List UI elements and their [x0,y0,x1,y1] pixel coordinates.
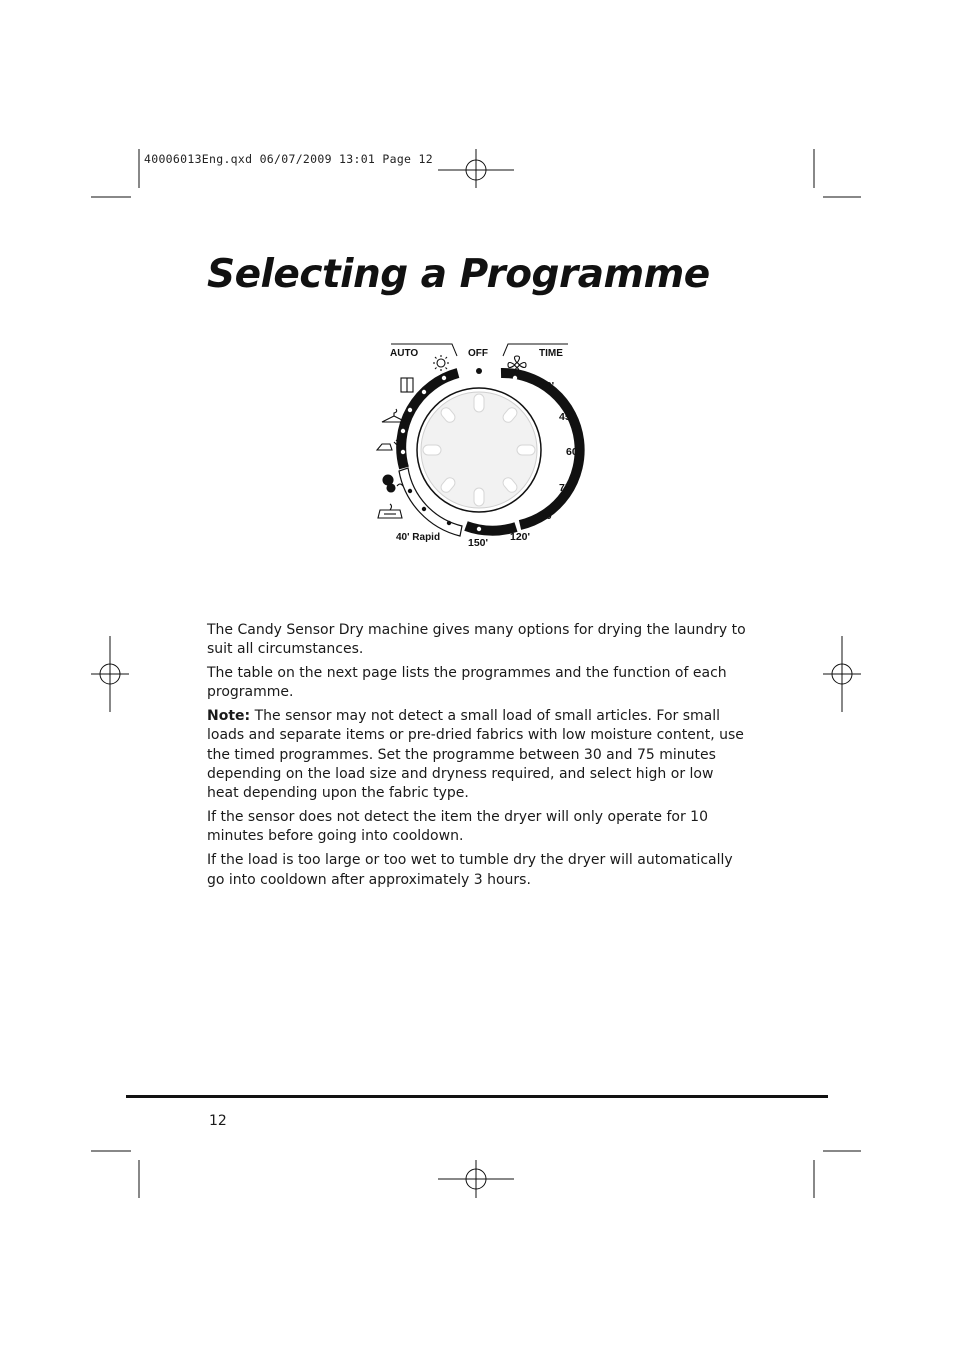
time-label: TIME [539,348,563,359]
refresh-icon [378,504,402,518]
note-text: The sensor may not detect a small load of small articles. For small loads and separate items or pre-dried fabrics with low moisture content, use the timed programmes. Set the programme between 30 and 75 minutes depending on the load size and dryness required, and select high or low heat depending upon the fabric type. [207,708,744,802]
time-120-label: 120' [510,531,531,543]
off-dot [476,368,482,374]
wardrobe-icon [401,378,413,392]
body-text [207,621,747,894]
paragraph-cooldown: If the load is too large or too wet to tumble dry the dryer will automatically go into cooldown after approximately 3 hours. [207,852,733,888]
footer-rule [126,1095,828,1098]
auto-label: AUTO [390,348,419,359]
paragraph-table-reference: The table on the next page lists the programmes and the function of each programme. [207,665,727,701]
iron-icon [377,440,399,450]
time-30-label: 30' [540,380,555,392]
note-label: Note: [207,708,251,725]
page-number: 12 [209,1113,227,1129]
sun-icon [433,355,449,371]
file-slug: 40006013Eng.qxd 06/07/2009 13:01 Page 12 [144,152,433,166]
programme-dial [360,338,600,558]
time-90-label: 90' [540,510,555,522]
paragraph-intro: The Candy Sensor Dry machine gives many options for drying the laundry to suit all circumstances. [207,622,746,658]
time-45-label: 45' [559,411,574,423]
bottom-arc [466,526,516,531]
time-60-label: 60' [566,446,581,458]
hanger-icon [382,409,406,422]
time-75-label: 75' [559,482,574,494]
time-150-label: 150' [468,537,489,549]
paragraph-sensor: If the sensor does not detect the item the dryer will only operate for 10 minutes before going into cooldown. [207,809,708,845]
page-title: Selecting a Programme [207,252,710,297]
off-label: OFF [468,348,488,359]
rapid-label: 40' Rapid [396,532,441,543]
paragraph-note [207,707,747,803]
